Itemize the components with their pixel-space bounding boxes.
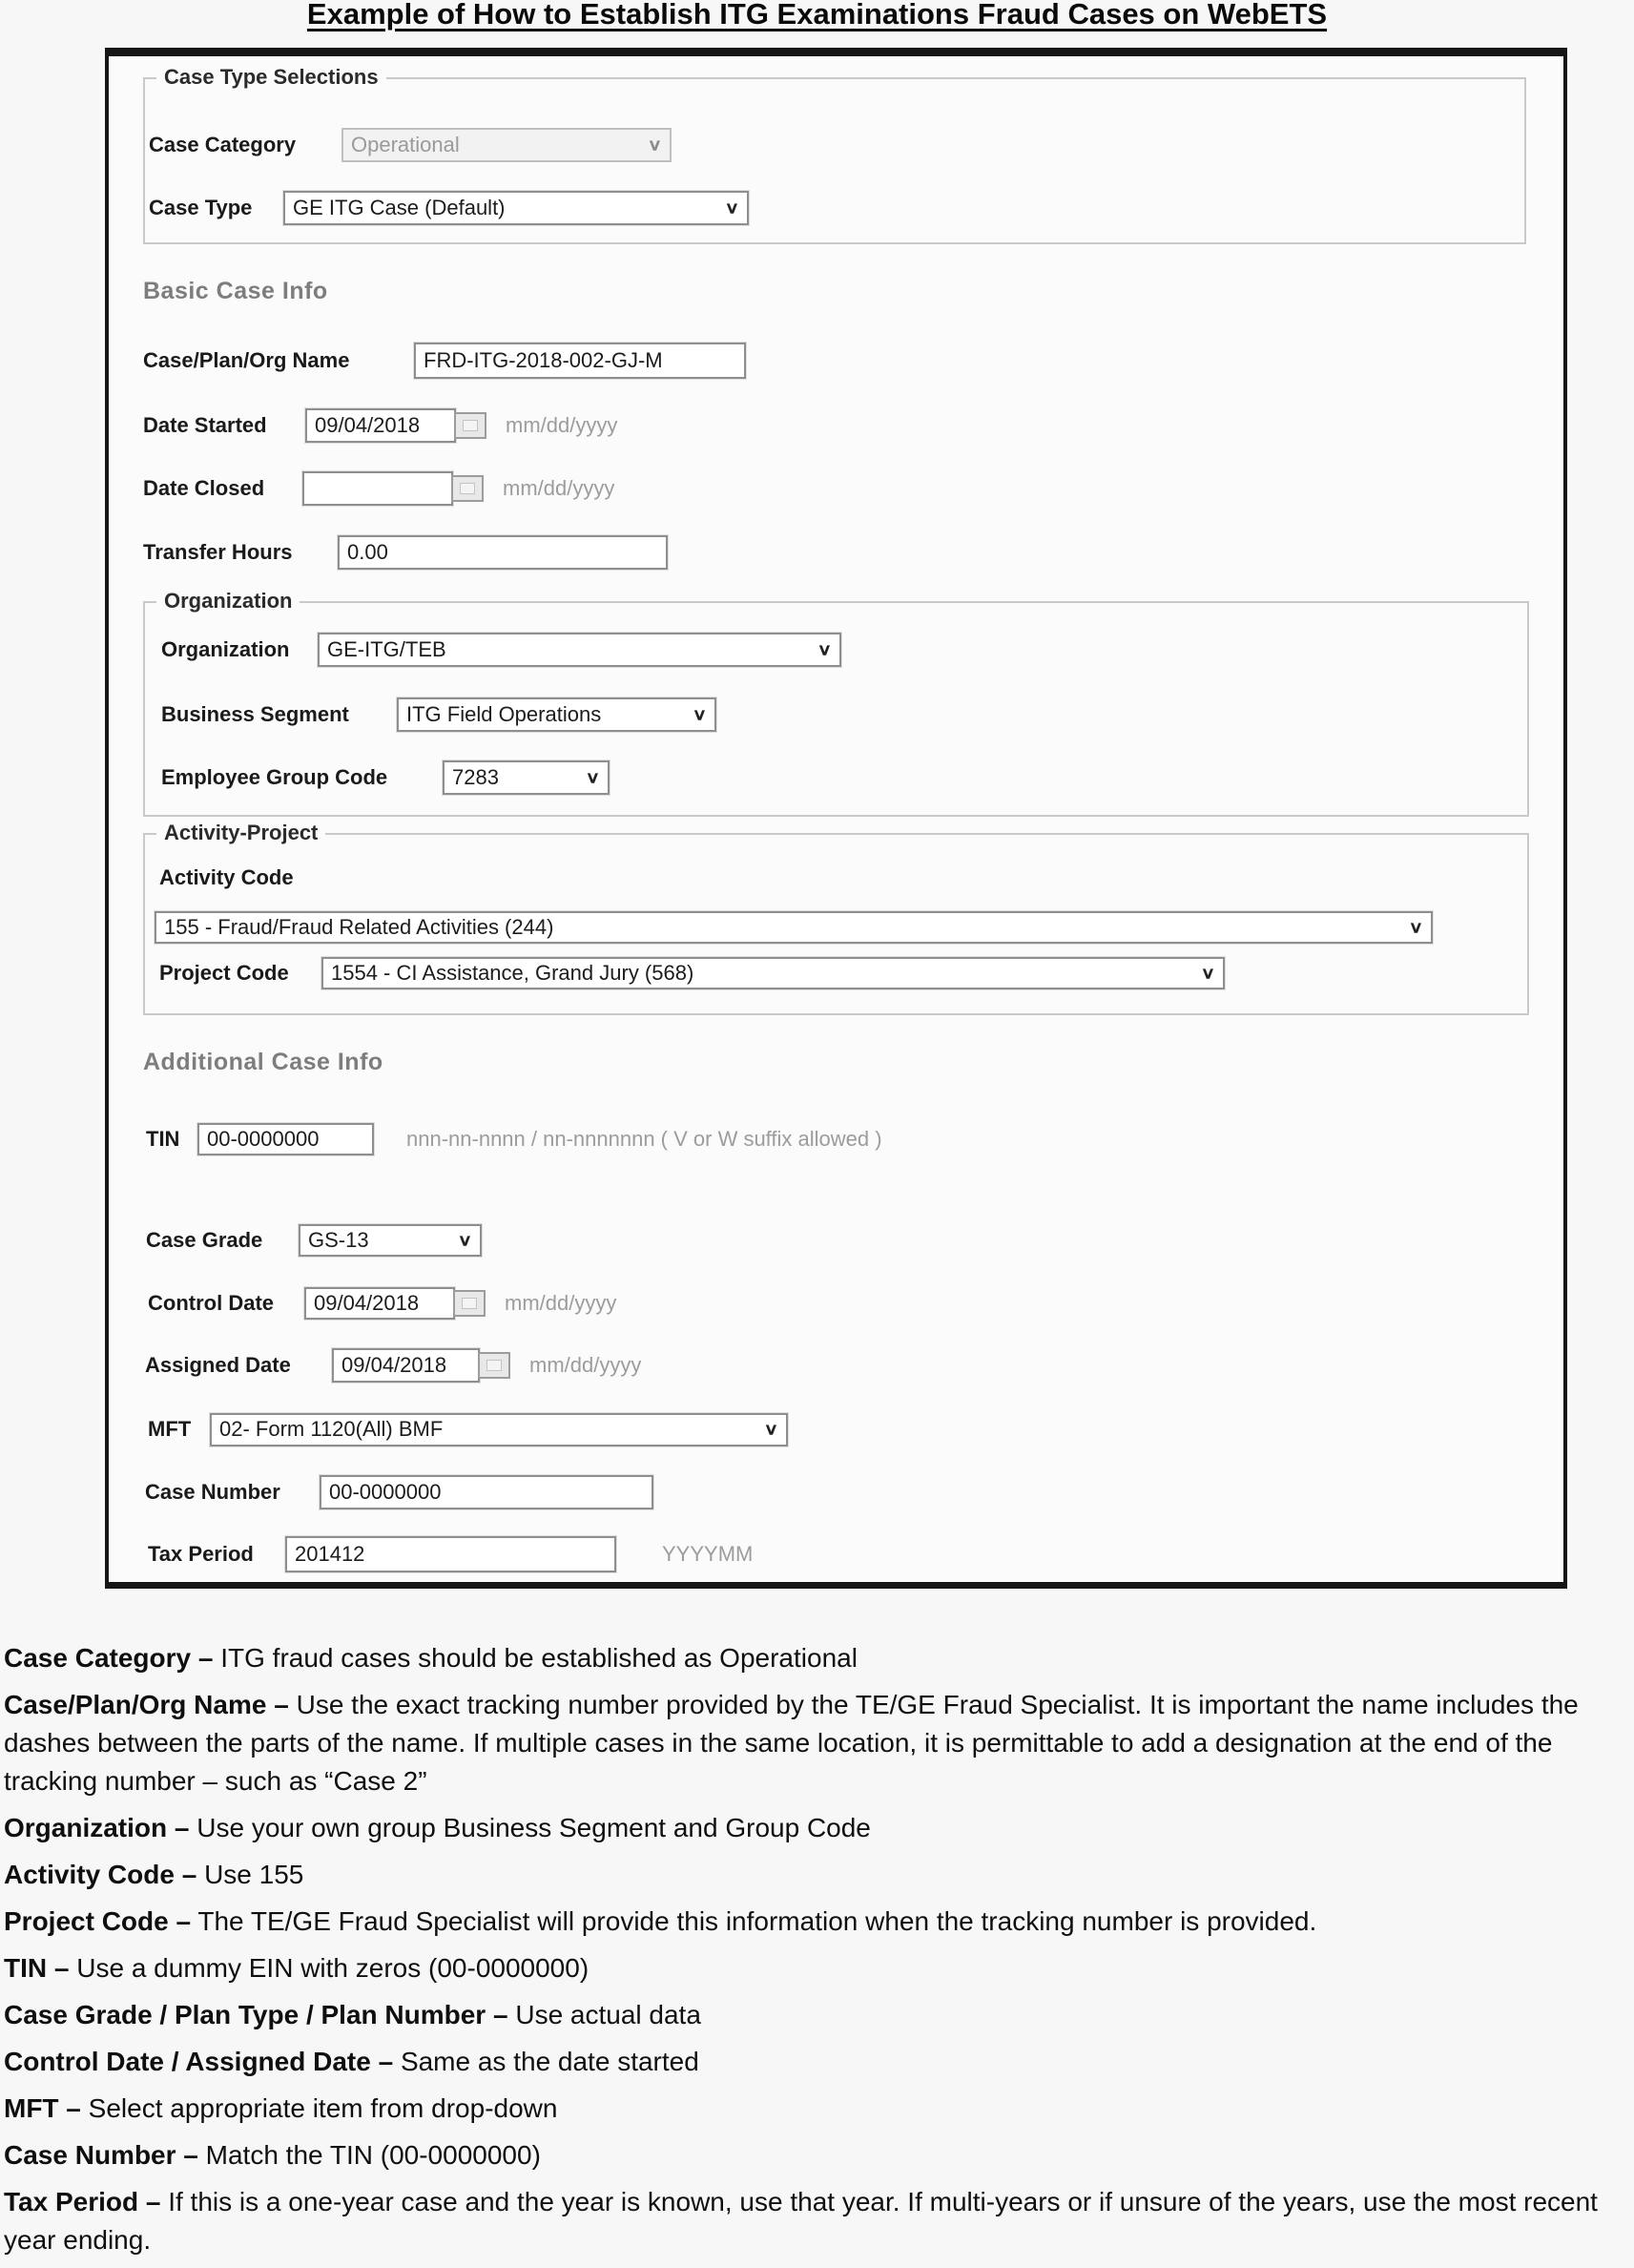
control-date-format-hint: mm/dd/yyyy — [505, 1291, 617, 1315]
mft-label: MFT — [148, 1417, 192, 1441]
note-case-category — [4, 1639, 1631, 1677]
project-code-value: 1554 - CI Assistance, Grand Jury (568) — [331, 961, 694, 985]
date-closed-calendar-button[interactable] — [451, 475, 484, 502]
page-title: Example of How to Establish ITG Examinations Fraud Cases on WebETS — [306, 0, 1328, 31]
tin-row — [146, 1121, 882, 1157]
note-activity-code — [4, 1856, 1631, 1894]
activity-project-fieldset — [143, 821, 1529, 1015]
case-number-row — [145, 1474, 653, 1510]
control-date-row — [148, 1285, 616, 1321]
business-segment-label: Business Segment — [161, 702, 349, 726]
control-date-label: Control Date — [148, 1291, 274, 1315]
chevron-down-icon: ∨ — [817, 640, 832, 659]
note-term: Tax Period – — [4, 2187, 161, 2217]
project-code-select[interactable] — [321, 957, 1225, 989]
case-grade-value: GS-13 — [308, 1228, 369, 1252]
case-type-selections-fieldset — [143, 65, 1526, 244]
basic-case-info-heading: Basic Case Info — [143, 278, 328, 304]
organization-row — [161, 632, 841, 668]
mft-value: 02- Form 1120(All) BMF — [219, 1417, 444, 1441]
project-code-row — [159, 955, 1225, 991]
employee-group-code-row — [161, 759, 610, 796]
date-started-calendar-button[interactable] — [454, 412, 486, 439]
case-type-label: Case Type — [149, 196, 253, 219]
date-closed-format-hint: mm/dd/yyyy — [503, 476, 615, 500]
note-project-code — [4, 1903, 1631, 1941]
business-segment-select[interactable] — [397, 697, 716, 732]
assigned-date-format-hint: mm/dd/yyyy — [529, 1353, 642, 1377]
activity-code-row — [155, 909, 1433, 946]
activity-code-value: 155 - Fraud/Fraud Related Activities (244) — [164, 915, 554, 939]
note-term: TIN – — [4, 1953, 70, 1984]
note-mft — [4, 2090, 1631, 2128]
transfer-hours-row — [143, 534, 668, 571]
case-type-selections-legend: Case Type Selections — [156, 65, 386, 90]
mft-row — [148, 1411, 788, 1447]
note-organization — [4, 1809, 1631, 1847]
assigned-date-label: Assigned Date — [145, 1353, 291, 1377]
note-term: Activity Code – — [4, 1860, 197, 1890]
mft-select[interactable] — [210, 1413, 788, 1446]
note-term: MFT – — [4, 2093, 81, 2124]
note-term: Organization – — [4, 1813, 190, 1843]
tax-period-format-hint: YYYYMM — [662, 1542, 754, 1566]
case-category-label: Case Category — [149, 133, 297, 156]
note-text: ITG fraud cases should be established as Operational — [220, 1643, 858, 1673]
assigned-date-row — [145, 1347, 641, 1384]
note-text: Use the exact tracking number provided by the TE/GE Fraud Specialist. It is important the name includes the dashes between the parts of the name. If multiple cases in the same location, it is permittable to add a designation at the end of the tracking number – such as “Case 2” — [4, 1690, 1579, 1797]
organization-select[interactable] — [318, 633, 841, 667]
chevron-down-icon: ∨ — [1200, 964, 1215, 983]
chevron-down-icon: ∨ — [1408, 918, 1423, 937]
business-segment-row — [161, 697, 716, 733]
note-text: Use your own group Business Segment and Group Code — [196, 1813, 871, 1843]
calendar-icon — [463, 420, 478, 431]
organization-fieldset — [143, 589, 1529, 817]
case-plan-org-name-input[interactable]: FRD-ITG-2018-002-GJ-M — [414, 343, 746, 379]
note-case-number — [4, 2136, 1631, 2174]
note-control-date — [4, 2043, 1631, 2081]
case-type-row — [149, 190, 749, 226]
chevron-down-icon: ∨ — [647, 135, 662, 155]
case-number-input[interactable]: 00-0000000 — [320, 1475, 653, 1509]
date-started-label: Date Started — [143, 413, 267, 437]
activity-project-legend: Activity-Project — [156, 821, 325, 845]
tin-label: TIN — [146, 1127, 180, 1151]
note-case-plan-org-name — [4, 1686, 1631, 1800]
employee-group-code-select[interactable] — [443, 760, 610, 795]
note-text: Same as the date started — [400, 2047, 699, 2077]
additional-case-info-heading: Additional Case Info — [143, 1049, 383, 1075]
control-date-input[interactable]: 09/04/2018 — [304, 1287, 455, 1320]
date-closed-input[interactable] — [302, 471, 453, 506]
note-term: Case/Plan/Org Name – — [4, 1690, 289, 1720]
case-category-select[interactable] — [341, 128, 672, 162]
date-started-input[interactable]: 09/04/2018 — [305, 408, 456, 443]
chevron-down-icon: ∨ — [457, 1231, 472, 1250]
case-grade-row — [146, 1222, 482, 1259]
note-term: Case Grade / Plan Type / Plan Number – — [4, 2000, 508, 2030]
business-segment-value: ITG Field Operations — [406, 702, 602, 726]
date-closed-label: Date Closed — [143, 476, 265, 500]
notes-section — [4, 1639, 1631, 2268]
webets-form-screenshot — [105, 48, 1567, 1589]
activity-code-label: Activity Code — [159, 865, 294, 889]
transfer-hours-label: Transfer Hours — [143, 540, 293, 564]
date-closed-row — [143, 470, 614, 507]
chevron-down-icon: ∨ — [763, 1420, 778, 1439]
activity-code-select[interactable] — [155, 911, 1433, 944]
date-started-row — [143, 407, 617, 444]
note-tax-period — [4, 2183, 1631, 2259]
note-term: Case Category – — [4, 1643, 214, 1673]
project-code-label: Project Code — [159, 961, 289, 985]
case-category-value: Operational — [351, 133, 460, 156]
tax-period-row — [148, 1536, 753, 1572]
note-text: Use a dummy EIN with zeros (00-0000000) — [76, 1953, 589, 1984]
note-text: The TE/GE Fraud Specialist will provide this information when the tracking number is provided. — [197, 1906, 1317, 1937]
note-text: Select appropriate item from drop-down — [88, 2093, 558, 2124]
case-plan-org-name-label: Case/Plan/Org Name — [143, 348, 350, 372]
organization-value: GE-ITG/TEB — [327, 637, 446, 661]
tin-format-hint: nnn-nn-nnnn / nn-nnnnnnn ( V or W suffix allowed ) — [406, 1127, 882, 1151]
note-text: Use actual data — [515, 2000, 701, 2030]
case-plan-org-name-row — [143, 343, 746, 379]
tin-input[interactable]: 00-0000000 — [197, 1123, 374, 1155]
case-type-select[interactable] — [283, 191, 749, 225]
note-case-grade — [4, 1996, 1631, 2034]
case-grade-label: Case Grade — [146, 1228, 263, 1252]
employee-group-code-value: 7283 — [452, 765, 499, 789]
note-text: Use 155 — [204, 1860, 304, 1890]
calendar-icon — [462, 1298, 477, 1309]
transfer-hours-input[interactable]: 0.00 — [338, 535, 668, 570]
tax-period-label: Tax Period — [148, 1542, 254, 1566]
chevron-down-icon: ∨ — [724, 198, 739, 218]
note-term: Control Date / Assigned Date – — [4, 2047, 394, 2077]
case-grade-select[interactable] — [299, 1224, 482, 1257]
organization-legend: Organization — [156, 589, 300, 614]
assigned-date-input[interactable]: 09/04/2018 — [332, 1348, 480, 1383]
calendar-icon — [486, 1360, 502, 1371]
note-term: Project Code – — [4, 1906, 192, 1937]
assigned-date-calendar-button[interactable] — [478, 1352, 510, 1379]
employee-group-code-label: Employee Group Code — [161, 765, 388, 789]
chevron-down-icon: ∨ — [585, 768, 600, 787]
organization-label: Organization — [161, 637, 290, 661]
tax-period-input[interactable]: 201412 — [285, 1536, 616, 1572]
case-category-row — [149, 127, 672, 163]
case-number-label: Case Number — [145, 1480, 280, 1504]
note-term: Case Number – — [4, 2140, 198, 2171]
calendar-icon — [460, 483, 475, 494]
date-started-format-hint: mm/dd/yyyy — [506, 413, 618, 437]
chevron-down-icon: ∨ — [692, 705, 707, 724]
control-date-calendar-button[interactable] — [453, 1290, 486, 1317]
note-tin — [4, 1949, 1631, 1987]
case-type-value: GE ITG Case (Default) — [293, 196, 506, 219]
note-text: Match the TIN (00-0000000) — [205, 2140, 541, 2171]
note-text: If this is a one-year case and the year is known, use that year. If multi-years or if unsure of the years, use the most recent year ending. — [4, 2187, 1598, 2256]
